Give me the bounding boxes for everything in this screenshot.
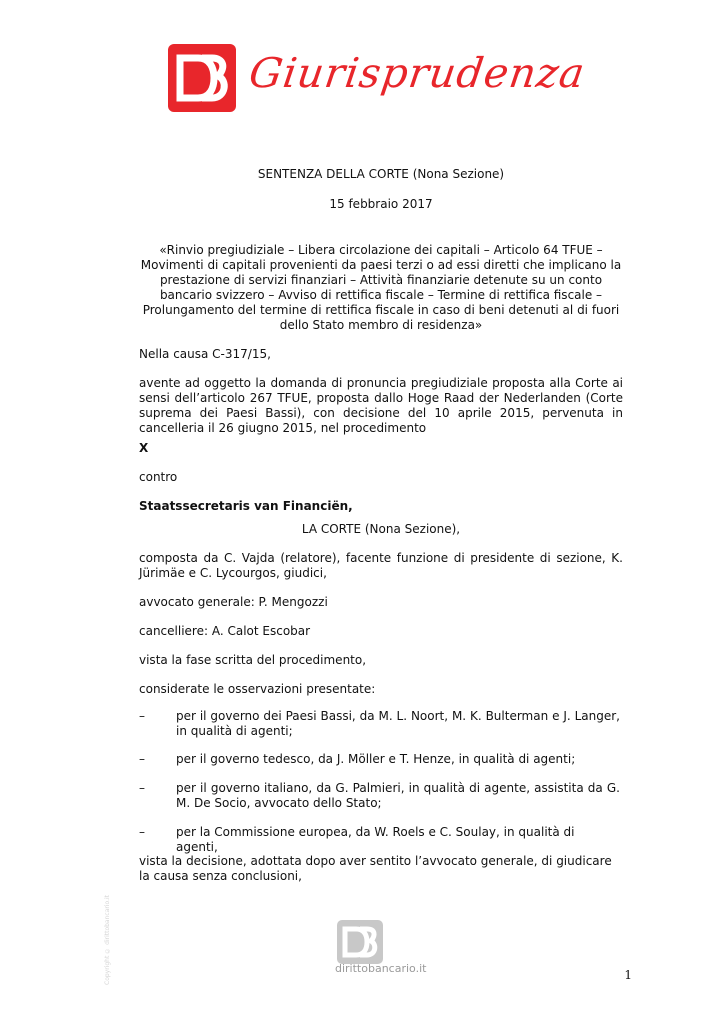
list-item [139,825,623,854]
brand-logo-mark [168,44,236,112]
request-paragraph: avente ad oggetto la domanda di pronuncia pregiudiziale proposta alla Corte ai sensi dell’articolo 267 TFUE, proposta dallo Hoge Raad der Nederlanden (Corte suprema dei Paesi Bassi), con decisione del 10 aprile 2015, pervenuta in cancelleria il 26 giugno 2015, nel procedimento [139,376,623,435]
party-applicant: X [139,441,149,455]
list-dash: – [139,709,145,723]
list-item [139,709,623,741]
list-item-text: per il governo italiano, da G. Palmieri, in qualità di agente, assistita da G. M. De Socio, avvocato dello Stato; [176,781,620,810]
document-title: SENTENZA DELLA CORTE (Nona Sezione) [257,167,505,181]
page-number: 1 [624,968,632,982]
db-monogram-gray-icon [337,920,383,964]
list-dash: – [139,781,145,795]
written-procedure: vista la fase scritta del procedimento, [139,653,367,667]
copyright-watermark: Copyright © dirittobancario.it [104,894,111,985]
case-reference: Nella causa C-317/15, [139,347,271,361]
db-monogram-icon [168,44,236,112]
footer-site-name[interactable]: dirittobancario.it [335,962,427,975]
registrar: cancelliere: A. Calot Escobar [139,624,311,638]
list-item [139,752,623,768]
brand-logo-wordmark: Giurisprudenza [246,49,589,97]
list-item [139,781,623,813]
observations-intro: considerate le osservazioni presentate: [139,682,376,696]
document-summary: «Rinvio pregiudiziale – Libera circolazione dei capitali – Articolo 64 TFUE – Movimenti di capitali provenienti da paesi terzi o ad essi diretti che implicano la prestazione di servizi finanziari – Attività finanziarie detenute su un conto bancario svizzero – Avviso di rettifica fiscale – Termine di rettifica fiscale – Prolungamento del termine di rettifica fiscale in caso di beni detenuti al di fuori dello Stato membro di residenza» [140,243,622,332]
court-heading: LA CORTE (Nona Sezione), [301,522,461,536]
party-respondent: Staatssecretaris van Financiën, [139,499,353,513]
advocate-general: avvocato generale: P. Mengozzi [139,595,328,609]
list-dash: – [139,752,145,766]
list-item-text: per la Commissione europea, da W. Roels e C. Soulay, in qualità di agenti, [176,825,575,854]
footer-logo-mark [337,920,383,964]
court-composition: composta da C. Vajda (relatore), facente funzione di presidente di sezione, K. Jürimäe e C. Lycourgos, giudici, [139,551,623,580]
contro-text: contro [139,470,178,484]
decision-paragraph: vista la decisione, adottata dopo aver sentito l’avvocato generale, di giudicare la causa senza conclusioni, [139,854,612,883]
list-item-text: per il governo dei Paesi Bassi, da M. L. Noort, M. K. Bulterman e J. Langer, in qualità di agenti; [176,709,620,738]
list-dash: – [139,825,145,839]
document-date: 15 febbraio 2017 [329,197,433,211]
list-item-text: per il governo tedesco, da J. Möller e T. Henze, in qualità di agenti; [176,752,576,766]
